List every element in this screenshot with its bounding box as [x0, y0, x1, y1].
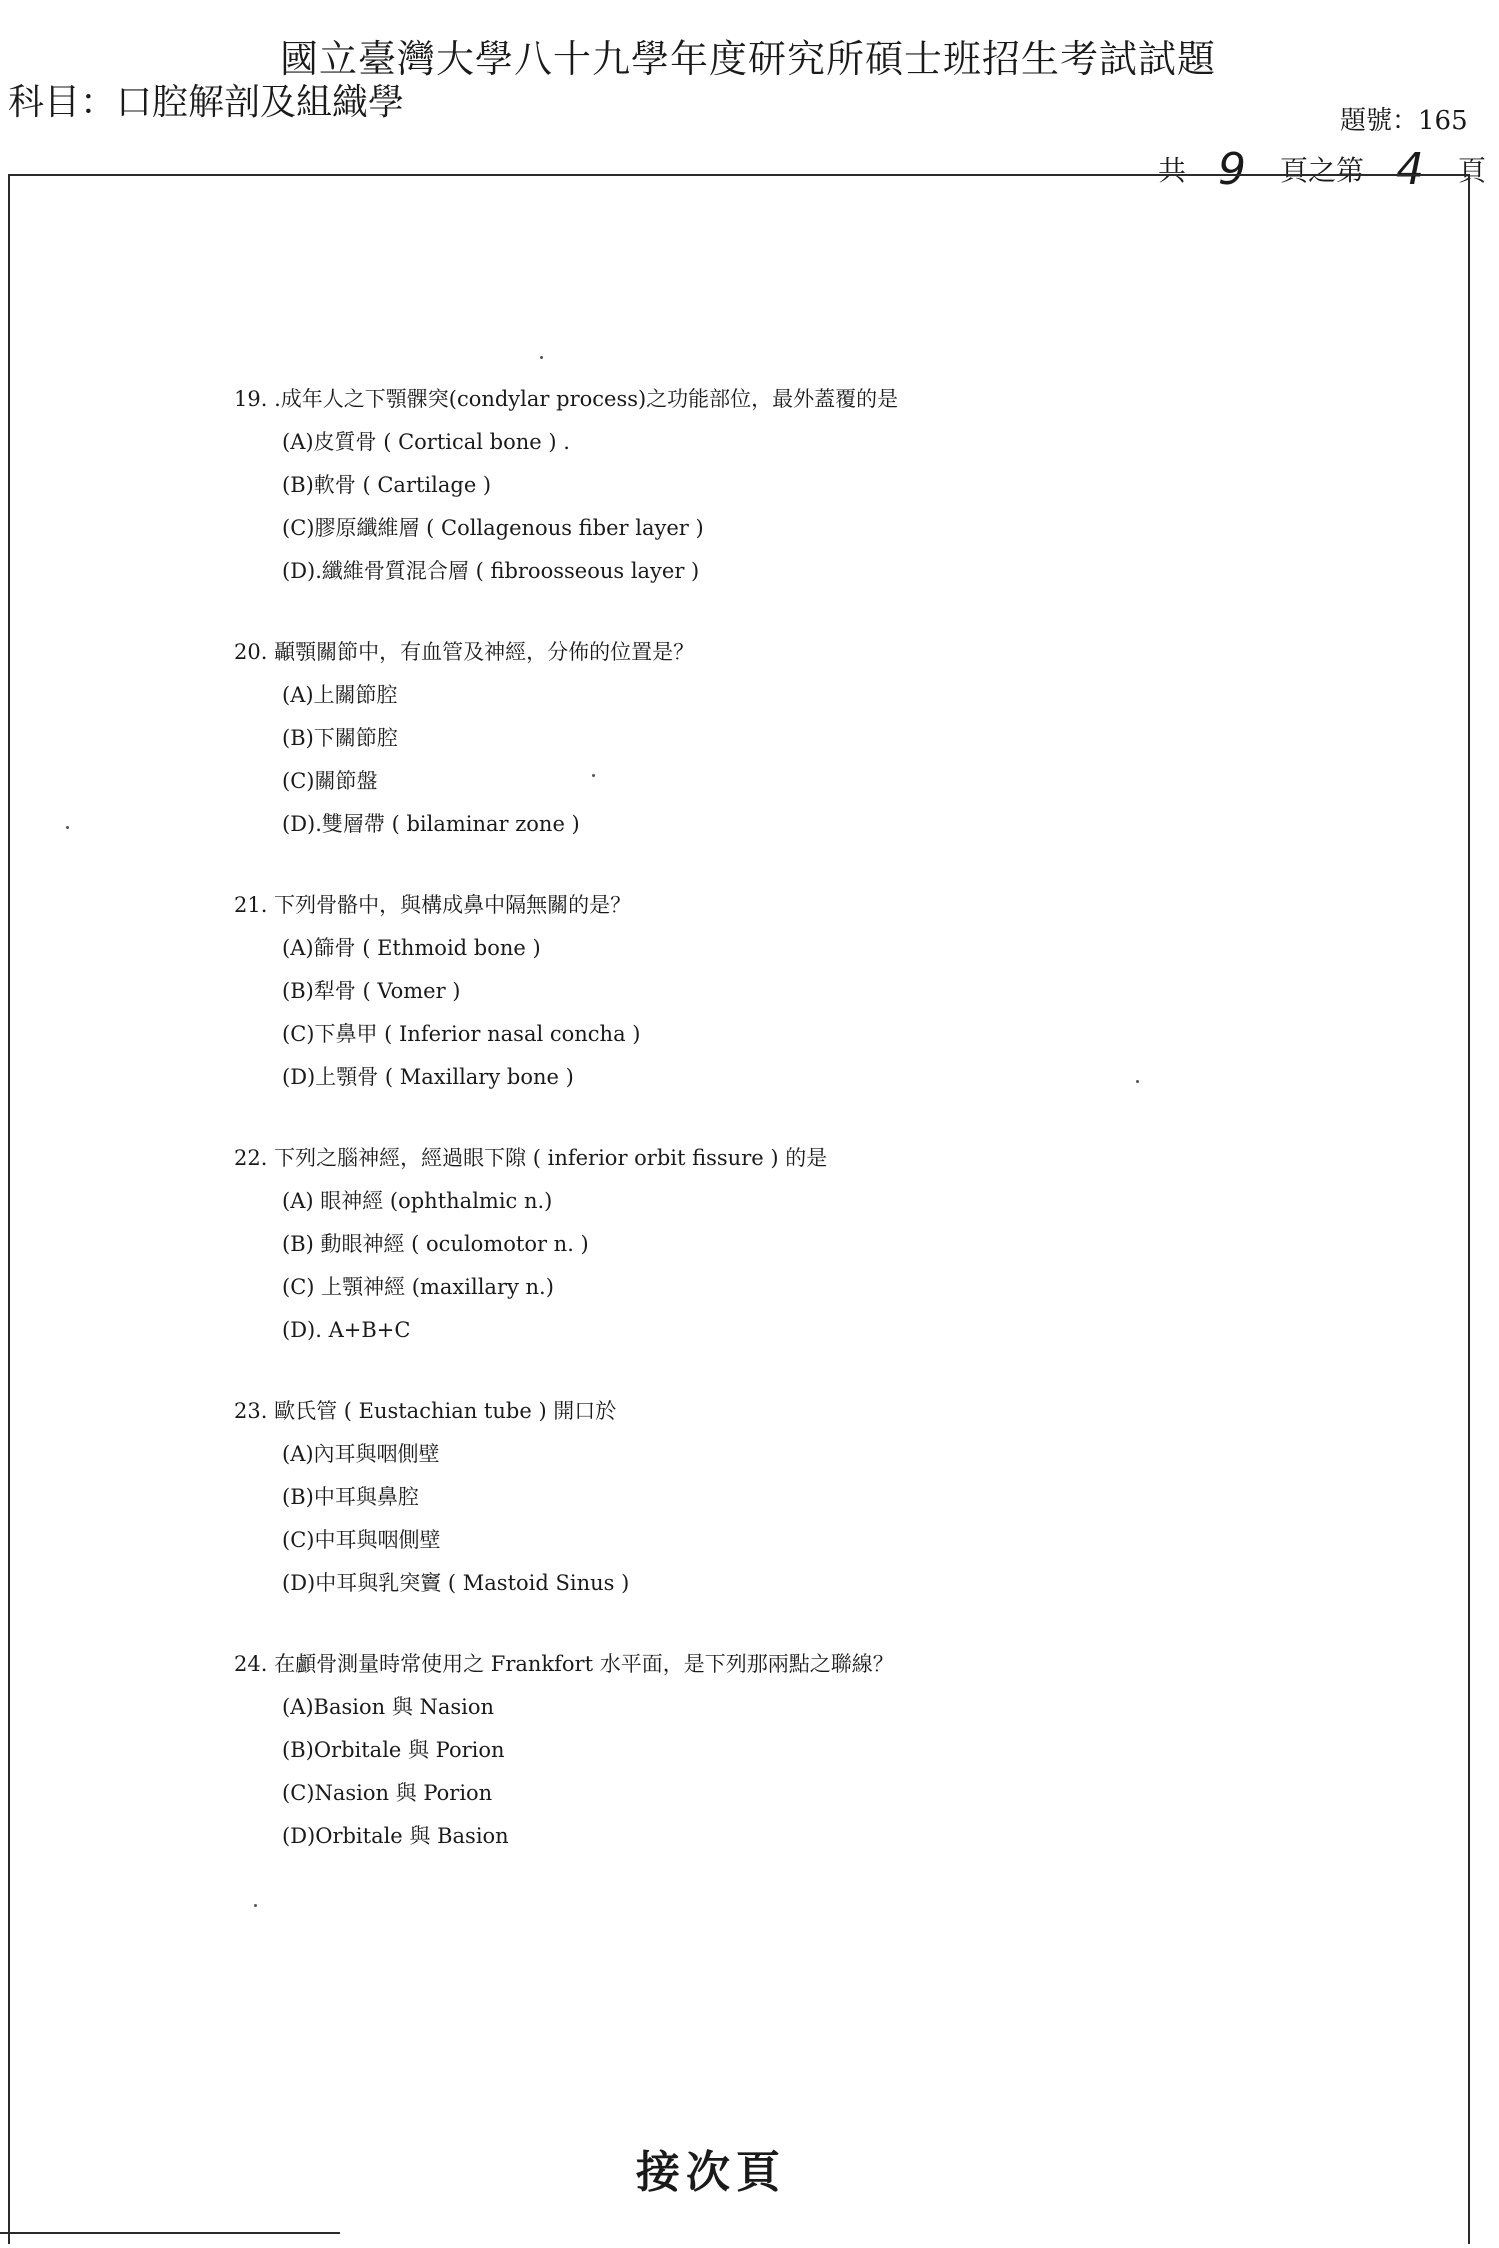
scan-speck — [254, 1904, 257, 1907]
question-24 — [234, 1643, 1334, 1858]
option-d: (D)中耳與乳突竇 ( Mastoid Sinus ) — [282, 1571, 630, 1595]
pages-prefix: 共 — [1158, 154, 1187, 187]
pages-suffix: 頁 — [1458, 154, 1487, 187]
option-b: (B)下關節腔 — [282, 726, 398, 750]
option-d: (D)Orbitale 與 Basion — [282, 1824, 509, 1848]
bottom-rule — [0, 2232, 340, 2234]
page-current: 4 — [1396, 144, 1425, 195]
question-list — [234, 378, 1334, 1896]
option-d: (D).纖維骨質混合層 ( fibroosseous layer ) — [282, 559, 700, 583]
pages-total: 9 — [1218, 144, 1247, 195]
question-stem: 21. 下列骨骼中，與構成鼻中隔無關的是？ — [234, 893, 632, 917]
scan-speck — [1136, 1080, 1139, 1083]
option-a: (A)Basion 與 Nasion — [282, 1695, 495, 1719]
exam-title: 國立臺灣大學八十九學年度研究所碩士班招生考試試題 — [280, 37, 1217, 81]
option-c: (C) 上顎神經 (maxillary n.) — [282, 1275, 554, 1299]
question-20 — [234, 631, 1334, 846]
option-c: (C)中耳與咽側壁 — [282, 1528, 441, 1552]
option-b: (B) 動眼神經 ( oculomotor n. ) — [282, 1232, 589, 1256]
question-code: 題號：165 — [1340, 106, 1468, 136]
option-b: (B)軟骨 ( Cartilage ) — [282, 473, 492, 497]
option-b: (B)Orbitale 與 Porion — [282, 1738, 505, 1762]
option-c: (C)關節盤 — [282, 769, 378, 793]
question-stem: 24. 在顱骨測量時常使用之 Frankfort 水平面，是下列那兩點之聯線？ — [234, 1652, 894, 1676]
option-a: (A) 眼神經 (ophthalmic n.) — [282, 1189, 553, 1213]
subject-label: 科目：口腔解剖及組織學 — [8, 82, 405, 123]
question-stem: 19. .成年人之下顎髁突(condylar process)之功能部位，最外蓋覆的是 — [234, 387, 899, 411]
option-a: (A)皮質骨 ( Cortical bone ) . — [282, 430, 570, 454]
option-c: (C)下鼻甲 ( Inferior nasal concha ) — [282, 1022, 641, 1046]
scan-speck — [540, 356, 543, 359]
option-d: (D).雙層帶 ( bilaminar zone ) — [282, 812, 580, 836]
option-b: (B)犁骨 ( Vomer ) — [282, 979, 461, 1003]
question-stem: 23. 歐氏管 ( Eustachian tube ) 開口於 — [234, 1399, 617, 1423]
option-d: (D). A+B+C — [282, 1318, 411, 1342]
option-b: (B)中耳與鼻腔 — [282, 1485, 419, 1509]
option-c: (C)Nasion 與 Porion — [282, 1781, 493, 1805]
option-a: (A)上關節腔 — [282, 683, 398, 707]
question-stem: 22. 下列之腦神經，經過眼下隙 ( inferior orbit fissure ) 的是 — [234, 1146, 828, 1170]
option-a: (A)篩骨 ( Ethmoid bone ) — [282, 936, 541, 960]
question-21 — [234, 884, 1334, 1099]
next-page-note: 接次頁 — [636, 2147, 786, 2198]
option-a: (A)內耳與咽側壁 — [282, 1442, 440, 1466]
scan-speck — [66, 826, 69, 829]
question-stem: 20. 顳顎關節中，有血管及神經，分佈的位置是？ — [234, 640, 695, 664]
pages-middle: 頁之第 — [1280, 154, 1365, 187]
scan-speck — [592, 774, 595, 777]
option-d: (D)上顎骨 ( Maxillary bone ) — [282, 1065, 574, 1089]
question-23 — [234, 1390, 1334, 1605]
question-19 — [234, 378, 1334, 593]
option-c: (C)膠原纖維層 ( Collagenous fiber layer ) — [282, 516, 704, 540]
question-22 — [234, 1137, 1334, 1352]
